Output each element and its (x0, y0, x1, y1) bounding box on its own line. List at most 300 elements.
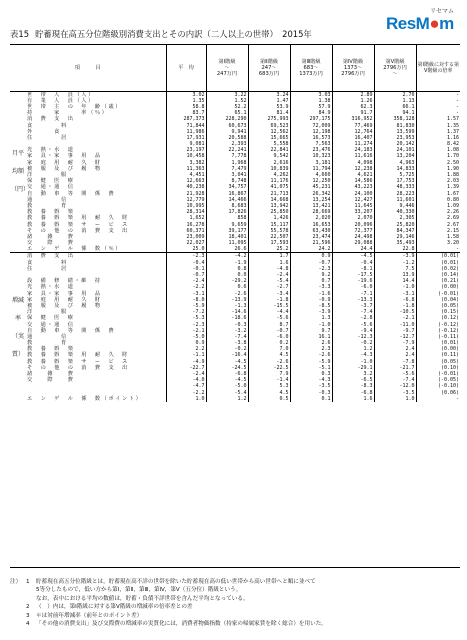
cell-q4: -2.8 (332, 315, 374, 321)
table-row (10, 253, 460, 260)
cell-ratio: (-0.01) (416, 371, 460, 377)
cell-ratio: 1.39 (416, 184, 460, 190)
cell-q4: -6.8 (332, 390, 374, 396)
cell-average: -2.2 (166, 390, 206, 396)
cell-average: -4.0 (166, 377, 206, 383)
cell-q2: 4.5 (248, 352, 290, 358)
cell-q1: -3.2 (206, 328, 248, 334)
cell-q5: -11.0 (374, 321, 416, 327)
cell-q2: 10,839 (248, 166, 290, 172)
cell-q1: 52.2 (206, 104, 248, 110)
cell-q4: 14,586 (332, 178, 374, 184)
cell-q3: 57.9 (290, 104, 332, 110)
cell-q1: -4.5 (206, 377, 248, 383)
header-q5: 第Ⅴ階級 2796万円 ～ (374, 45, 416, 91)
cell-q3: 7,563 (290, 141, 332, 147)
cell-q1: 34,757 (206, 184, 248, 190)
cell-q3: 26,342 (290, 191, 332, 197)
cell-q5: 14.4 (374, 278, 416, 284)
cell-average: -0.1 (166, 266, 206, 272)
cell-average: 0.9 (166, 340, 206, 346)
footnotes (10, 578, 462, 628)
cell-ratio: 2.67 (416, 221, 460, 227)
cell-q2: 55,578 (248, 228, 290, 234)
cell-q2: -5.4 (248, 278, 290, 284)
cell-ratio: - (416, 91, 460, 98)
cell-ratio: (0.10) (416, 365, 460, 371)
cell-q2: 22,507 (248, 234, 290, 240)
cell-q4: 20,096 (332, 221, 374, 227)
side-label: 月平均額（円） (11, 149, 30, 193)
cell-ratio: - (416, 110, 460, 116)
cell-q4: 24,498 (332, 234, 374, 240)
row-label: 教 養 娯 楽 用 耐 久 財 (27, 215, 129, 222)
cell-q5: 94.1 (374, 110, 416, 116)
cell-ratio: - (416, 396, 460, 402)
cell-q1: 20,588 (206, 135, 248, 141)
cell-q4: 4,621 (332, 172, 374, 178)
cell-q4: -7.4 (332, 309, 374, 315)
cell-ratio: (0.05) (416, 359, 460, 365)
table-title-text: 貯蓄現在高五分位階級別消費支出とその内訳（二人以上の世帯） (35, 29, 274, 39)
cell-q5: 4,963 (374, 160, 416, 166)
cell-q3: 2,020 (290, 215, 332, 221)
cell-q5: -3.5 (374, 390, 416, 396)
row-label: 被 服 及 び 履 物 (27, 165, 102, 172)
cell-average: 22,027 (166, 240, 206, 246)
row-label: エ ン ゲ ル 係 数（ポイント） (27, 395, 143, 402)
cell-q2: 41,075 (248, 184, 290, 190)
cell-q3: 9.2 (290, 272, 332, 278)
cell-q2: 25,850 (248, 209, 290, 215)
cell-q1: 60,673 (206, 122, 248, 128)
cell-ratio: (0.00) (416, 284, 460, 290)
row-label: 消 費 支 出 (26, 253, 166, 260)
header-q4: 第Ⅳ階級 1373～ 2796万円 (332, 45, 374, 91)
cell-average: 1.35 (166, 98, 206, 104)
row-label: 教 養 娯 楽 用 耐 久 財 (27, 352, 129, 359)
cell-average: -1.1 (166, 352, 206, 358)
cell-q2: 5,558 (248, 141, 290, 147)
row-label: 交 際 費 (27, 240, 75, 247)
row-label: 消 費 支 出 (27, 116, 75, 123)
cell-q2: 8.7 (248, 321, 290, 327)
cell-q4: -6.0 (332, 284, 374, 290)
cell-q1: 0.0 (206, 272, 248, 278)
cell-q5: 2.4 (374, 346, 416, 352)
row-label: 洋 服 (27, 309, 68, 316)
cell-q5: 66.1 (374, 104, 416, 110)
cell-average: -22.7 (166, 365, 206, 371)
cell-ratio: (0.01) (416, 253, 460, 260)
cell-q1: -2.6 (206, 291, 248, 297)
cell-q3: 12,198 (290, 129, 332, 135)
cell-q3: 16,573 (290, 135, 332, 141)
cell-q2: 4,262 (248, 172, 290, 178)
data-table-frame (10, 44, 460, 568)
cell-q1: 8,683 (206, 203, 248, 209)
cell-q4: -1.0 (332, 359, 374, 365)
cell-q1: -29.2 (206, 278, 248, 284)
cell-q3: -3.5 (290, 383, 332, 389)
cell-q4: 33,207 (332, 209, 374, 215)
cell-average: 1.0 (166, 396, 206, 402)
cell-ratio: (0.12) (416, 315, 460, 321)
cell-q3: -3.3 (290, 284, 332, 290)
row-label: 教 養 娯 楽 (27, 209, 75, 216)
cell-ratio: 8.42 (416, 141, 460, 147)
cell-q1: 17,826 (206, 209, 248, 215)
cell-q4: -19.6 (332, 278, 374, 284)
cell-q5: 29,146 (374, 234, 416, 240)
header-item: 項 目 (10, 45, 166, 91)
cell-q3: 9.7 (290, 328, 332, 334)
cell-average: -0.4 (166, 260, 206, 266)
cell-q3: -0.9 (290, 297, 332, 303)
cell-q5: -1.0 (374, 284, 416, 290)
cell-q5: -5.6 (374, 371, 416, 377)
cell-q3: -0.7 (290, 260, 332, 266)
cell-ratio: (-0.12) (416, 328, 460, 334)
cell-average: -7.2 (166, 309, 206, 315)
cell-q1: -24.5 (206, 365, 248, 371)
cell-q1: 1.2 (206, 396, 248, 402)
cell-q3: 3,181 (290, 160, 332, 166)
cell-q1: 9,941 (206, 129, 248, 135)
change-rate-section (10, 253, 460, 402)
cell-q2: 275,993 (248, 116, 290, 122)
cell-q2: -4.8 (248, 266, 290, 272)
cell-q3: 4,660 (290, 172, 332, 178)
cell-q2: 13,942 (248, 203, 290, 209)
cell-q4: -0.4 (332, 260, 374, 266)
cell-ratio: 1.70 (416, 153, 460, 159)
cell-q2: 1,426 (248, 215, 290, 221)
cell-q1: 8,748 (206, 178, 248, 184)
cell-q3: 3.03 (290, 91, 332, 98)
cell-q4: -13.3 (332, 297, 374, 303)
footnote-line: 3 ＊は対前年増減率（前年とのポイント差） (26, 612, 143, 619)
cell-q5: 7.5 (374, 266, 416, 272)
cell-q4: 1.6 (332, 396, 374, 402)
cell-q5: -10.5 (374, 309, 416, 315)
cell-ratio: (0.06) (416, 390, 460, 396)
cell-q2: 4.5 (248, 390, 290, 396)
cell-q3: 2.6 (290, 340, 332, 346)
cell-ratio: (-0.12) (416, 321, 460, 327)
cell-q4: 12,764 (332, 129, 374, 135)
cell-q2: -2.7 (248, 284, 290, 290)
cell-ratio: (0.01) (416, 260, 460, 266)
row-label: エ ン ゲ ル 係 数（％） (27, 246, 123, 253)
cell-q2: 5.3 (248, 383, 290, 389)
row-label: 教 養 娯 楽 (27, 346, 75, 353)
cell-q2: 0.5 (248, 396, 290, 402)
cell-average: 17,931 (166, 135, 206, 141)
cell-average: 4,451 (166, 172, 206, 178)
cell-q5: 358,128 (374, 116, 416, 122)
cell-q2: 7.9 (248, 371, 290, 377)
cell-q5: 40,330 (374, 209, 416, 215)
cell-q3: 23,476 (290, 147, 332, 153)
row-label: 光 熱・水 道 (27, 284, 75, 291)
cell-q2: -4.4 (248, 309, 290, 315)
cell-q2: -22.5 (248, 365, 290, 371)
cell-average: 21,928 (166, 191, 206, 197)
cell-q1: 1,968 (206, 160, 248, 166)
cell-q3: 21,596 (290, 240, 332, 246)
cell-q3: 1.38 (290, 98, 332, 104)
cell-q5: -9.7 (374, 328, 416, 334)
cell-average: 71,844 (166, 122, 206, 128)
cell-q1: -0.2 (206, 346, 248, 352)
cell-q2: -2.4 (248, 272, 290, 278)
cell-average: 3.02 (166, 91, 206, 98)
cell-q4: -6.5 (332, 377, 374, 383)
row-label: そ の 他 の 消 費 支 出 (27, 364, 129, 371)
cell-q4: 72,377 (332, 228, 374, 234)
cell-q1: -7.4 (206, 334, 248, 340)
cell-q3: -5.1 (290, 365, 332, 371)
cell-ratio: 1.16 (416, 135, 460, 141)
cell-q3: 84.9 (290, 110, 332, 116)
cell-q2: 81.4 (248, 110, 290, 116)
row-label: 家 庭 用 耐 久 財 (27, 296, 102, 303)
row-label: 外 食 (27, 128, 61, 135)
row-label: 家 庭 用 耐 久 財 (27, 159, 102, 166)
cell-ratio: 2.26 (416, 209, 460, 215)
cell-ratio: 0.80 (416, 197, 460, 203)
cell-q2: -2.6 (248, 359, 290, 365)
cell-q2: 1.47 (248, 98, 290, 104)
cell-ratio: 1.09 (416, 203, 460, 209)
cell-average: -5.0 (166, 334, 206, 340)
logo-dot-icon: ● (429, 14, 440, 33)
cell-average: 10,458 (166, 153, 206, 159)
cell-q1: -5.0 (206, 383, 248, 389)
header-ratio: 第Ⅰ階級に対する第Ⅴ階級の倍率 (416, 45, 460, 91)
table-row (10, 396, 460, 402)
row-label: 食 料 (27, 122, 68, 129)
header-q3: 第Ⅲ階級 683～ 1373万円 (290, 45, 332, 91)
row-label: 自 動 車 等 関 係 費 (27, 190, 116, 197)
cell-q5: 24,101 (374, 147, 416, 153)
cell-q1: 7,479 (206, 166, 248, 172)
cell-q5: -7.9 (374, 340, 416, 346)
cell-q5: 22.8 (374, 246, 416, 253)
row-label: 保 健 医 療 (27, 315, 75, 322)
footnote-line: なお，表中における平均の数値は，貯蓄・負債不詳世帯を含んだ平均となっている。 (36, 595, 249, 602)
cell-q3: -3.9 (290, 309, 332, 315)
cell-ratio: 1.67 (416, 191, 460, 197)
cell-q1: 39,177 (206, 228, 248, 234)
table-year: 2015年 (282, 29, 312, 39)
row-label: 教 養 娯 楽 サ ー ビ ス (27, 358, 129, 365)
row-label: 諸 雑 費 (27, 233, 75, 240)
cell-q4: -4.3 (332, 352, 374, 358)
cell-q2: 0.2 (248, 340, 290, 346)
cell-q3: -5.9 (290, 359, 332, 365)
cell-q5: -7.4 (374, 377, 416, 383)
cell-q1: -5.4 (206, 390, 248, 396)
cell-q5: 17,753 (374, 178, 416, 184)
cell-average: 12,663 (166, 178, 206, 184)
cell-q5: 1.0 (374, 396, 416, 402)
cell-q3: 0.3 (290, 371, 332, 377)
cell-q2: 22,841 (248, 147, 290, 153)
cell-average: -2.4 (166, 278, 206, 284)
cell-q1: 1.52 (206, 98, 248, 104)
cell-q5: 9,446 (374, 203, 416, 209)
cell-q4: -7.1 (332, 291, 374, 297)
cell-q1: 3,041 (206, 172, 248, 178)
row-label: 持 家 率（％） (27, 110, 109, 117)
cell-q2: 14,668 (248, 197, 290, 203)
cell-q1: -0.3 (206, 321, 248, 327)
cell-q3: 2.3 (290, 346, 332, 352)
cell-q4: -8.3 (332, 383, 374, 389)
cell-q1: -1.9 (206, 260, 248, 266)
cell-q5: 14,833 (374, 166, 416, 172)
cell-q4: 11,645 (332, 203, 374, 209)
cell-average: -3.1 (166, 291, 206, 297)
cell-q4: 91.7 (332, 110, 374, 116)
row-label: そ の 他 の 消 費 支 出 (27, 227, 129, 234)
cell-average: 11,986 (166, 129, 206, 135)
cell-q4: -3.7 (332, 303, 374, 309)
row-label: 通 信 (27, 196, 68, 203)
row-label: 世 帯 人 員（人） (27, 91, 95, 98)
cell-q2: 3.24 (248, 91, 290, 98)
cell-q4: -0.2 (332, 340, 374, 346)
table-number: 表15 (10, 29, 30, 39)
cell-q4: 1.26 (332, 98, 374, 104)
cell-q2: -3.4 (248, 291, 290, 297)
table-header-row (10, 45, 460, 91)
cell-q5: -3.1 (374, 291, 416, 297)
cell-q3: 24.2 (290, 246, 332, 253)
cell-average: 12,779 (166, 197, 206, 203)
cell-ratio: 2.69 (416, 215, 460, 221)
cell-average: 9,081 (166, 141, 206, 147)
cell-average: 60,371 (166, 228, 206, 234)
cell-q5: 23,953 (374, 135, 416, 141)
cell-q4: 24.4 (332, 246, 374, 253)
monthly-average-section (10, 91, 460, 253)
cell-q3: 16.1 (290, 334, 332, 340)
cell-ratio: 3.20 (416, 240, 460, 246)
cell-q3: 0.9 (290, 253, 332, 260)
cell-ratio: - (416, 104, 460, 110)
cell-q4: 2,070 (332, 215, 374, 221)
cell-q1: 16,867 (206, 191, 248, 197)
cell-average: -2.3 (166, 321, 206, 327)
cell-ratio: (-0.01) (416, 291, 460, 297)
cell-q2: 15,117 (248, 221, 290, 227)
cell-q1: 2,393 (206, 141, 248, 147)
cell-q5: 11,601 (374, 197, 416, 203)
cell-q5: -12.7 (374, 334, 416, 340)
cell-q4: 2.89 (332, 91, 374, 98)
cell-q1: -4.2 (206, 253, 248, 260)
cell-q3: 63,430 (290, 228, 332, 234)
cell-ratio: 1.37 (416, 129, 460, 135)
cell-q4: 62.3 (332, 104, 374, 110)
cell-average: -5.3 (166, 315, 206, 321)
cell-ratio: 1.90 (416, 166, 460, 172)
cell-q2: 25.2 (248, 246, 290, 253)
cell-q3: 45,231 (290, 184, 332, 190)
row-label: 住 居 (27, 265, 68, 272)
row-label: 交 際 費 (27, 377, 75, 384)
resemom-logo[interactable] (380, 6, 466, 40)
table-row (10, 91, 460, 98)
cell-q5: -3.9 (374, 253, 416, 260)
cell-q5: 20,142 (374, 141, 416, 147)
cell-average: -0.7 (166, 272, 206, 278)
cell-q1: 0.8 (206, 266, 248, 272)
cell-ratio: 1.57 (416, 116, 460, 122)
cell-average: 1,652 (166, 215, 206, 221)
cell-q5: -12.0 (374, 383, 416, 389)
cell-q2: 17,593 (248, 240, 290, 246)
cell-ratio: 1.35 (416, 122, 460, 128)
table-title (10, 28, 312, 40)
cell-average: 287,373 (166, 116, 206, 122)
cell-q1: 65.1 (206, 110, 248, 116)
row-label: 家 具・家 事 用 品 (27, 153, 102, 160)
row-label: 諸 雑 費 (27, 371, 75, 378)
cell-q5: -7.8 (374, 359, 416, 365)
cell-q3: -0.3 (290, 390, 332, 396)
cell-q5: -2.1 (374, 315, 416, 321)
cell-q4: 24,183 (332, 147, 374, 153)
row-label: 保 健 医 療 (27, 178, 75, 185)
cell-q1: 858 (206, 215, 248, 221)
cell-q4: 29,088 (332, 240, 374, 246)
cell-average: 28,314 (166, 209, 206, 215)
cell-q5: 35,493 (374, 240, 416, 246)
cell-q1: -18.6 (206, 315, 248, 321)
cell-q1: 18,401 (206, 234, 248, 240)
cell-q5: 2,305 (374, 215, 416, 221)
cell-q2: -15.5 (248, 303, 290, 309)
cell-average: 3,382 (166, 160, 206, 166)
cell-q3: -2.3 (290, 266, 332, 272)
cell-q1: 26.6 (206, 246, 248, 253)
cell-average: -2.2 (166, 284, 206, 290)
row-label: 有 業 人 員（人） (27, 97, 95, 104)
cell-q3: 13,254 (290, 197, 332, 203)
cell-q4: 3.2 (332, 371, 374, 377)
cell-q1: 9,659 (206, 221, 248, 227)
cell-q2: 15,665 (248, 135, 290, 141)
cell-ratio: 2.50 (416, 160, 460, 166)
cell-q2: 2,616 (248, 160, 290, 166)
cell-q4: -8.1 (332, 266, 374, 272)
cell-q1: -13.9 (206, 297, 248, 303)
header-q2: 第Ⅱ階級 247～ 683万円 (248, 45, 290, 91)
cell-q3: 13,421 (290, 203, 332, 209)
cell-q5: 81,830 (374, 122, 416, 128)
cell-q4: 12,427 (332, 197, 374, 203)
cell-ratio: 1.58 (416, 234, 460, 240)
cell-q4: 11,616 (332, 153, 374, 159)
row-label: 家 具・家 事 用 品 (27, 290, 102, 297)
table-row (10, 246, 460, 253)
cell-ratio: 2.03 (416, 178, 460, 184)
cell-q3: 12,250 (290, 178, 332, 184)
